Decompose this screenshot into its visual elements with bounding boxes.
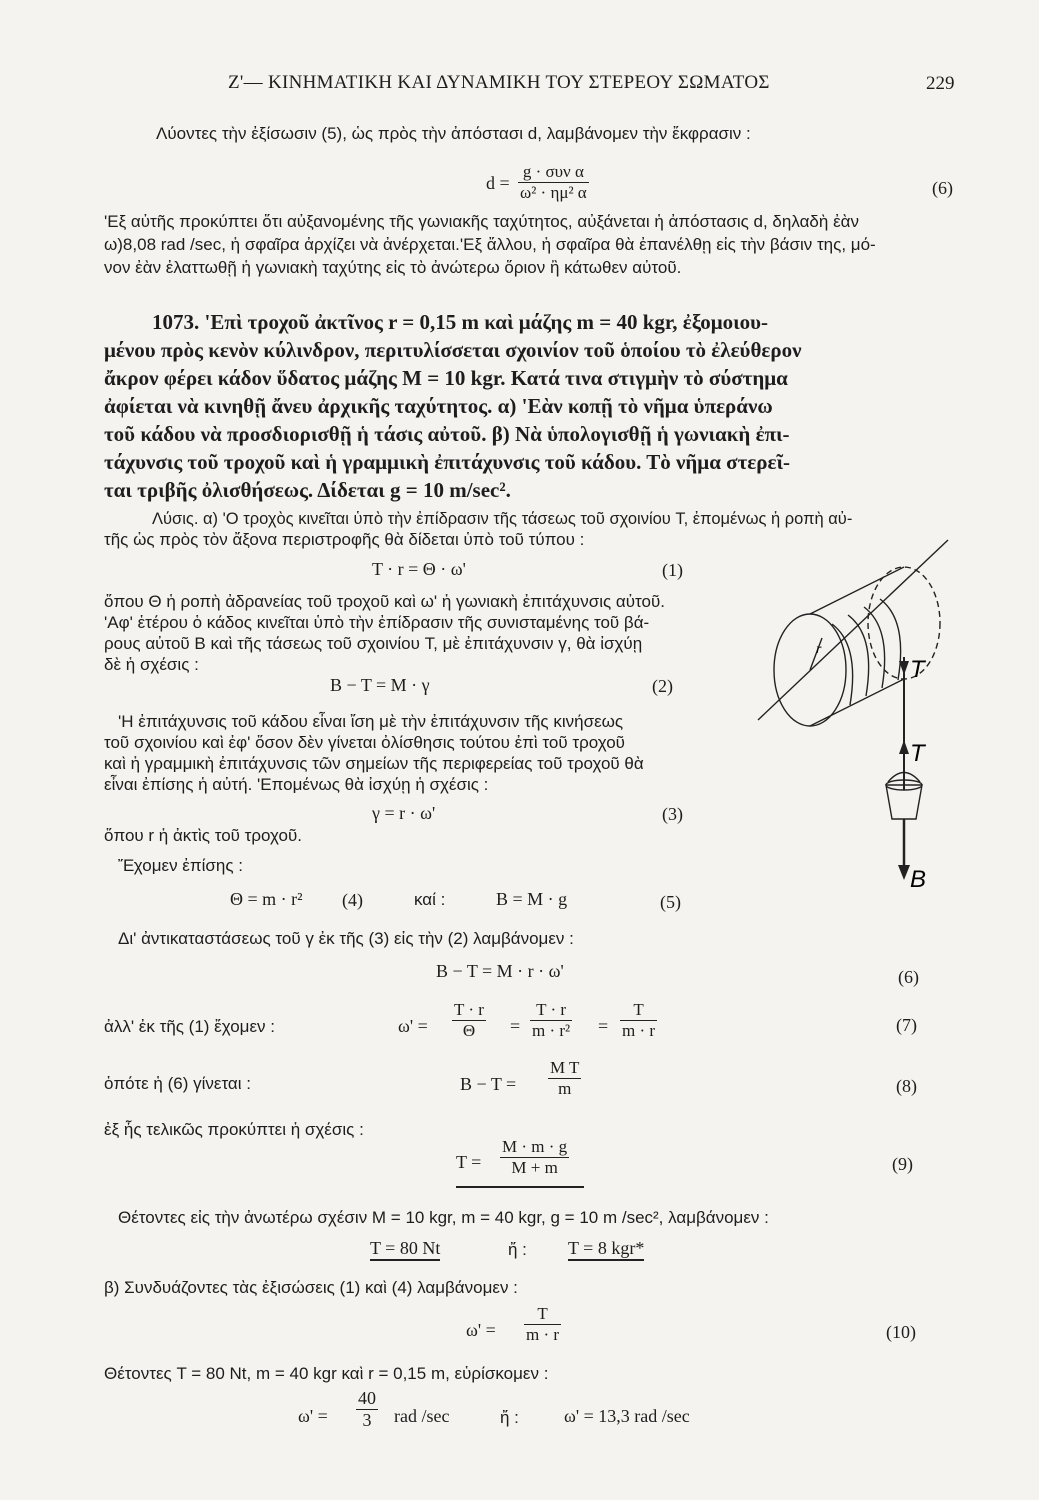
solution-line: 'Η ἐπιτάχυνσις τοῦ κάδου εἶναι ἴση μὲ τὴν ἐπιτάχυνσιν τῆς κινήσεως: [118, 712, 624, 731]
solution-line: Θέτοντες εἰς τὴν ἀνωτέρω σχέσιν M = 10 kgr, m = 40 kgr, g = 10 m /sec², λαμβάνομεν :: [118, 1208, 769, 1227]
tension-label-lower: T: [910, 740, 925, 767]
eq10-fraction: [524, 1304, 561, 1345]
solution-line: ἐξ ἧς τελικῶς προκύπτει ἡ σχέσις :: [104, 1120, 364, 1139]
wheel-bucket-figure: [750, 535, 985, 895]
eq10-numerator: T: [537, 1304, 548, 1323]
eq6-lhs: d =: [486, 173, 510, 193]
cylinder-top-edge: [810, 567, 904, 614]
eq7-f3-numerator: T: [633, 1000, 644, 1019]
eq8-tag: (8): [896, 1076, 917, 1096]
eq7-tag: (7): [896, 1015, 917, 1035]
eq6-fraction: [518, 162, 589, 203]
solution-line: ρους αὐτοῦ B καὶ τῆς τάσεως τοῦ σχοινίου T, μὲ ἐπιτάχυνσιν γ, θὰ ἰσχύῃ: [104, 634, 643, 653]
eq7-f1-denominator: Θ: [452, 1020, 486, 1041]
problem-line: ἄκρον φέρει κάδον ὕδατος μάζης M = 10 kgr. Κατά τινα στιγμὴν τὸ σύστημα: [104, 366, 788, 390]
weight-arrow-head-icon: [898, 865, 910, 880]
eq7-equals: =: [510, 1016, 521, 1036]
radius-label: r: [816, 642, 822, 657]
final-numerator: 40: [358, 1388, 376, 1408]
eq8-lhs: B − T =: [460, 1074, 517, 1094]
eq9-lhs: T =: [456, 1152, 482, 1172]
tension-arrow-up-icon: [899, 740, 909, 754]
final-unit: rad /sec: [394, 1406, 450, 1426]
eq6-denominator: ω² · ημ² α: [520, 183, 587, 202]
eq10-lhs: ω' =: [466, 1320, 496, 1340]
eq5-tag: (5): [660, 892, 681, 912]
eq7-f1-numerator: T · r: [454, 1000, 484, 1019]
axis-line: [758, 540, 948, 720]
solution-line: Λύσις. α) 'Ο τροχὸς κινεῖται ὑπὸ τὴν ἐπίδρασιν τῆς τάσεως τοῦ σχοινίου T, ἐπομένως ἡ ροπὴ αὐ-: [152, 510, 853, 528]
solution-line: τοῦ σχοινίου καὶ ἐφ' ὅσον δὲν γίνεται ὀλίσθησις τούτου ἐπὶ τοῦ τροχοῦ: [104, 733, 625, 752]
eq2-tag: (2): [652, 676, 673, 696]
cylinder-bottom-edge: [810, 679, 904, 726]
eq6b-tag: (6): [898, 967, 919, 987]
eq7-fraction-2: [530, 1000, 572, 1041]
eq9-numerator: M · m · g: [502, 1137, 568, 1156]
problem-line: ἀφίεται νὰ κινηθῇ ἄνευ ἀρχικῆς ταχύτητος. α) 'Εὰν κοπῇ τὸ νῆμα ὑπεράνω: [104, 394, 773, 418]
intro-line: Λύοντες τὴν ἐξίσωσιν (5), ὡς πρὸς τὴν ἀπόστασι d, λαμβάνομεν τὴν ἔκφρασιν :: [156, 124, 751, 143]
solution-line: εἶναι ἐπίσης ἡ αὐτή. 'Επομένως θὰ ἰσχύῃ ἡ σχέσις :: [104, 775, 489, 794]
problem-line: 1073. 'Επὶ τροχοῦ ἀκτῖνος r = 0,15 m καὶ μάζης m = 40 kgr, ἐξομοιου-: [152, 310, 769, 334]
eq6-numerator: g · συν α: [522, 162, 584, 181]
solution-line: ἀλλ' ἐκ τῆς (1) ἔχομεν :: [104, 1017, 276, 1036]
chapter-header: Ζ'— ΚΙΝΗΜΑΤΙΚΗ ΚΑΙ ΔΥΝΑΜΙΚΗ ΤΟΥ ΣΤΕΡΕΟΥ ΣΩΜΑΤΟΣ: [228, 72, 770, 93]
page-number: 229: [926, 73, 955, 94]
problem-line: μένου πρὸς κενὸν κύλινδρον, περιτυλίσσεται σχοινίον τοῦ ὁποίου τὸ ἐλεύθερον: [104, 338, 802, 362]
eq1: T · r = Θ · ω': [372, 559, 466, 579]
final-fraction: [356, 1388, 378, 1431]
solution-line: δὲ ἡ σχέσις :: [104, 655, 199, 674]
solution-line: Δι' ἀντικαταστάσεως τοῦ γ ἐκ τῆς (3) εἰς τὴν (2) λαμβάνομεν :: [118, 929, 574, 948]
kai-label: καί :: [414, 890, 446, 909]
eq9-fraction: [500, 1137, 569, 1178]
eq7-lhs: ω' =: [398, 1016, 428, 1036]
eq7-equals: =: [598, 1016, 609, 1036]
eq7-f2-numerator: T · r: [536, 1000, 567, 1019]
eq4: Θ = m · r²: [230, 889, 303, 909]
solution-line: καὶ ἡ γραμμικὴ ἐπιτάχυνσις τῶν σημείων τῆς περιφερείας τοῦ τροχοῦ θὰ: [104, 754, 644, 773]
eta-label: ἤ :: [500, 1408, 519, 1427]
result-T-newtons: T = 80 Nt: [370, 1238, 440, 1261]
solution-line: ὅπου Θ ἡ ροπὴ ἀδρανείας τοῦ τροχοῦ καὶ ω' ἡ γωνιακὴ ἐπιτάχυνσις αὐτοῦ.: [104, 592, 665, 611]
eq3: γ = r · ω': [372, 803, 436, 823]
eq7-fraction-1: [452, 1000, 486, 1041]
problem-line: ται τριβῆς ὀλισθήσεως. Δίδεται g = 10 m/sec².: [104, 478, 511, 502]
solution-line: 'Αφ' ἑτέρου ὁ κάδος κινεῖται ὑπὸ τὴν ἐπίδρασιν τῆς συνισταμένης τοῦ βά-: [104, 613, 650, 632]
eq7-f2-denominator: m · r²: [532, 1021, 571, 1040]
eq2: B − T = M · γ: [330, 675, 430, 695]
solution-line: ὁπότε ἡ (6) γίνεται :: [104, 1074, 251, 1093]
intro-paragraph-line: νον ἐὰν ἐλαττωθῇ ἡ γωνιακὴ ταχύτης εἰς τὸ ἀνώτερω ὅριον ἢ κάτωθεν αὐτοῦ.: [104, 258, 682, 277]
solution-line: ὅπου r ἡ ἀκτὶς τοῦ τροχοῦ.: [104, 826, 302, 845]
result-T-kgr: T = 8 kgr*: [568, 1238, 644, 1261]
problem-line: τάχυνσις τοῦ τροχοῦ καὶ ἡ γραμμικὴ ἐπιτάχυνσις τοῦ κάδου. Τὸ νῆμα στερεῖ-: [104, 450, 790, 474]
intro-paragraph-line: ω)8,08 rad /sec, ἡ σφαῖρα ἀρχίζει νὰ ἀνέρχεται.'Εξ ἄλλου, ἡ σφαῖρα θὰ ἐπανέλθῃ εἰς τὴν βάσιν της, μό-: [104, 235, 876, 254]
eq6-tag: (6): [932, 178, 953, 198]
final-lhs: ω' =: [298, 1406, 328, 1426]
solution-line: τῆς ὡς πρὸς τὸν ἄξονα περιστροφῆς θὰ δίδεται ὑπὸ τοῦ τύπου :: [104, 530, 585, 549]
eq6b: B − T = M · r · ω': [436, 961, 564, 981]
final-result: ω' = 13,3 rad /sec: [564, 1406, 690, 1426]
eta-label: ἤ :: [508, 1240, 527, 1259]
solution-line: Θέτοντες T = 80 Nt, m = 40 kgr καὶ r = 0,15 m, εὑρίσκομεν :: [104, 1364, 549, 1383]
problem-line: τοῦ κάδου νὰ προσδιορισθῇ ἡ τάσις αὐτοῦ. β) Νὰ ὑπολογισθῇ ἡ γωνιακὴ ἐπι-: [104, 422, 790, 446]
eq9-underline: [456, 1186, 584, 1188]
eq9-tag: (9): [892, 1154, 913, 1174]
solution-line: Ἔχομεν ἐπίσης :: [118, 856, 243, 875]
eq4-tag: (4): [342, 890, 363, 910]
final-denominator: 3: [356, 1409, 378, 1431]
eq9-denominator: M + m: [500, 1157, 569, 1178]
weight-label: B: [910, 866, 927, 893]
eq5: B = M · g: [496, 889, 568, 909]
eq10-tag: (10): [886, 1322, 916, 1342]
intro-paragraph-line: 'Εξ αὐτῆς προκύπτει ὅτι αὐξανομένης τῆς γωνιακῆς ταχύτητος, αὐξάνεται ἡ ἀπόστασις d, δηλαδὴ ἐὰν: [104, 212, 859, 231]
eq7-f3-denominator: m · r: [622, 1021, 656, 1040]
solution-line: β) Συνδυάζοντες τὰς ἐξισώσεις (1) καὶ (4) λαμβάνομεν :: [104, 1278, 518, 1297]
eq3-tag: (3): [662, 804, 683, 824]
eq1-tag: (1): [662, 560, 683, 580]
eq8-numerator: M T: [550, 1058, 580, 1077]
eq10-denominator: m · r: [526, 1325, 560, 1344]
eq8-denominator: m: [548, 1078, 581, 1099]
tension-label-upper: T: [910, 656, 925, 683]
eq8-fraction: [548, 1058, 581, 1099]
tension-arrow-down-icon: [899, 661, 909, 675]
eq7-fraction-3: [620, 1000, 657, 1041]
